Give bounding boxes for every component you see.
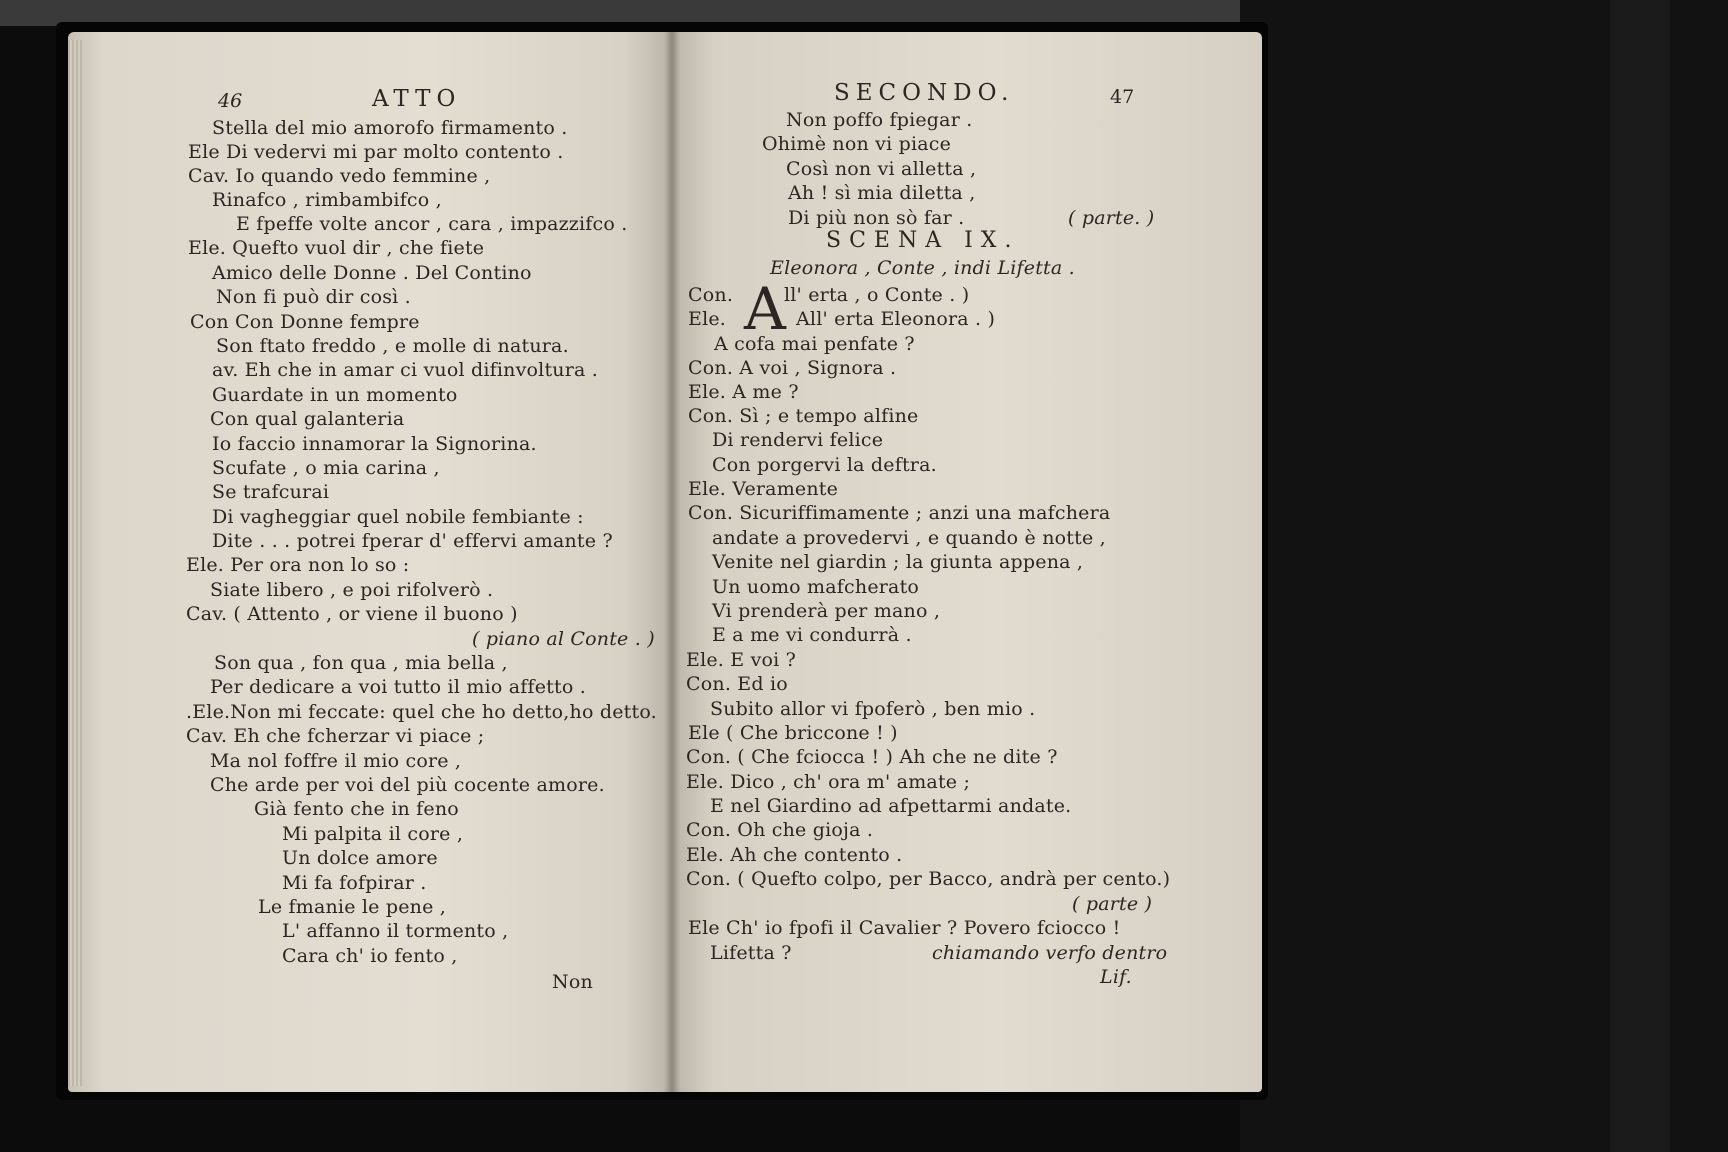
right-line: Lif.	[1100, 966, 1132, 988]
right-running-head: SECONDO.	[834, 80, 1015, 106]
left-running-head: ATTO	[372, 86, 462, 112]
right-line: Vi prenderà per mano ,	[712, 600, 941, 622]
left-line: Cav. Eh che fcherzar vi piace ;	[186, 725, 485, 747]
right-line: Con. Ed io	[686, 673, 788, 695]
left-line: E fpeffe volte ancor , cara , impazzifco .	[236, 213, 628, 235]
left-line: Cav. ( Attento , or viene il buono )	[186, 603, 518, 625]
left-line: Ele. Quefto vuol dir , che fiete	[188, 237, 485, 259]
left-line: ( piano al Conte . )	[472, 628, 655, 650]
right-line: ( parte. )	[1068, 207, 1155, 229]
left-line: Guardate in un momento	[212, 384, 458, 406]
left-line: .Ele.Non mi feccate: quel che ho detto,ho detto.	[186, 701, 657, 723]
right-line: Ele. A me ?	[688, 381, 799, 403]
left-line: Già fento che in feno	[254, 798, 459, 820]
left-line: Amico delle Donne . Del Contino	[212, 262, 532, 284]
right-line: Un uomo mafcherato	[712, 576, 920, 598]
right-line: Con. ( Quefto colpo, per Bacco, andrà per cento.)	[686, 868, 1171, 890]
scene-title: SCENA IX.	[826, 228, 1020, 253]
right-line: Con. A voi , Signora .	[688, 357, 897, 379]
right-line: ll' erta , o Conte . )	[784, 284, 970, 306]
right-line: Con. Sì ; e tempo alfine	[688, 405, 919, 427]
left-line: Son ftato freddo , e molle di natura.	[216, 335, 569, 357]
left-line: Con qual galanteria	[210, 408, 405, 430]
right-line: Così non vi alletta ,	[786, 158, 977, 180]
page-edges	[68, 40, 82, 1086]
left-line: Di vagheggiar quel nobile fembiante :	[212, 506, 584, 528]
left-line: Per dedicare a voi tutto il mio affetto .	[210, 676, 586, 698]
left-line: Rinafco , rimbambifco ,	[212, 189, 442, 211]
left-line: Non	[552, 971, 593, 993]
right-line: andate a provedervi , e quando è notte ,	[712, 527, 1106, 549]
right-line: Non poffo fpiegar .	[786, 109, 973, 131]
right-line: E a me vi condurrà .	[712, 624, 912, 646]
left-line: Cav. Io quando vedo femmine ,	[188, 165, 491, 187]
left-line: Scufate , o mia carina ,	[212, 457, 440, 479]
right-line: Ele ( Che briccone ! )	[688, 722, 898, 744]
left-line: Ma nol foffre il mio core ,	[210, 750, 462, 772]
left-line: L' affanno il tormento ,	[282, 920, 509, 942]
right-line: Lifetta ?	[710, 942, 792, 964]
left-line: Io faccio innamorar la Signorina.	[212, 433, 537, 455]
right-line: Ohimè non vi piace	[762, 133, 952, 155]
left-line: Se trafcurai	[212, 481, 330, 503]
right-line: A cofa mai penfate ?	[714, 333, 915, 355]
right-line: Ele. Ah che contento .	[686, 844, 903, 866]
left-line: Le fmanie le pene ,	[258, 896, 447, 918]
right-line: Ele Ch' io fpofi il Cavalier ? Povero fciocco !	[688, 917, 1121, 939]
right-line: Con.	[688, 284, 734, 306]
right-line: Con. ( Che fciocca ! ) Ah che ne dite ?	[686, 746, 1058, 768]
right-line: Subito allor vi fpoferò , ben mio .	[710, 698, 1036, 720]
right-line: Ah ! sì mia diletta ,	[788, 182, 976, 204]
left-line: Stella del mio amorofo firmamento .	[212, 117, 568, 139]
left-line: Mi palpita il core ,	[282, 823, 464, 845]
right-line: Ele.	[688, 308, 727, 330]
scene-characters: Eleonora , Conte , indi Lifetta .	[770, 257, 1075, 279]
left-line: Che arde per voi del più cocente amore.	[210, 774, 605, 796]
right-line: Con porgervi la deftra.	[712, 454, 937, 476]
left-line: Cara ch' io fento ,	[282, 945, 458, 967]
right-line: ( parte )	[1072, 893, 1153, 915]
left-line: Un dolce amore	[282, 847, 438, 869]
right-backdrop-edge	[1610, 0, 1670, 1152]
right-line: Venite nel giardin ; la giunta appena ,	[712, 551, 1084, 573]
right-page-number: 47	[1110, 86, 1135, 108]
left-page-number: 46	[218, 90, 243, 112]
drop-cap: A	[744, 275, 786, 343]
left-line: Siate libero , e poi rifolverò .	[210, 579, 494, 601]
right-line: Ele. Veramente	[688, 478, 839, 500]
right-line: Ele. E voi ?	[686, 649, 797, 671]
right-line: Di più non sò far .	[788, 207, 965, 229]
left-line: Son qua , fon qua , mia bella ,	[214, 652, 508, 674]
left-line: Con Con Donne fempre	[190, 311, 420, 333]
right-line: chiamando verfo dentro	[932, 942, 1168, 964]
left-line: Mi fa fofpirar .	[282, 872, 427, 894]
book-gutter	[664, 32, 680, 1092]
left-line: Non fi può dir così .	[216, 286, 411, 308]
right-line: All' erta Eleonora . )	[796, 308, 996, 330]
left-line: Dite . . . potrei fperar d' effervi amante ?	[212, 530, 613, 552]
left-line: Ele. Per ora non lo so :	[186, 554, 410, 576]
left-line: Ele Di vedervi mi par molto contento .	[188, 141, 564, 163]
right-line: Di rendervi felice	[712, 429, 884, 451]
right-line: Ele. Dico , ch' ora m' amate ;	[686, 771, 971, 793]
right-line: Con. Sicuriffimamente ; anzi una mafchera	[688, 502, 1111, 524]
right-line: Con. Oh che gioja .	[686, 819, 874, 841]
right-line: E nel Giardino ad afpettarmi andate.	[710, 795, 1072, 817]
left-line: av. Eh che in amar ci vuol difinvoltura .	[212, 359, 599, 381]
